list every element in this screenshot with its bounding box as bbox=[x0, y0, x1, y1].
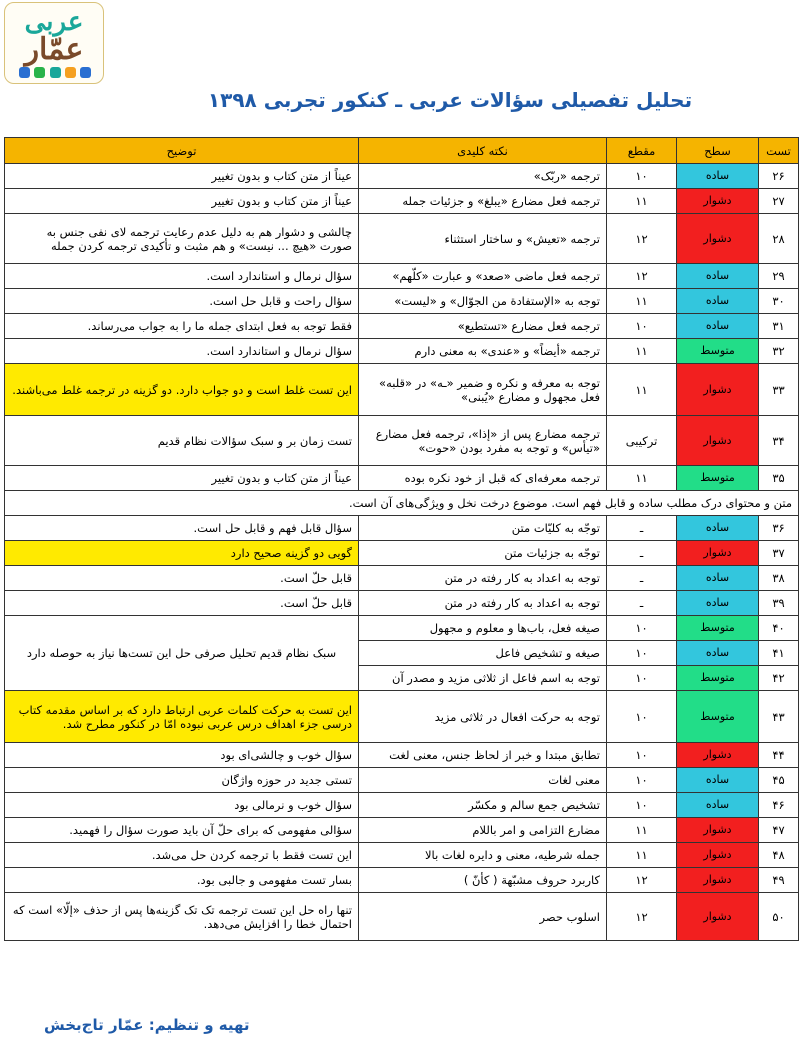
grade-cell: ۱۱ bbox=[607, 289, 677, 314]
keypoint-cell: توجه به حرکت افعال در ثلاثی مزید bbox=[359, 691, 607, 743]
table-row bbox=[5, 843, 799, 868]
description-cell: سؤال خوب و چالشی‌ای بود bbox=[5, 743, 359, 768]
table-row bbox=[5, 416, 799, 466]
footer-credit: تهیه و تنظیم: عمّار تاج‌بخش bbox=[44, 1016, 250, 1034]
table-row bbox=[5, 616, 799, 641]
test-number: ۲۶ bbox=[759, 164, 799, 189]
test-number: ۳۴ bbox=[759, 416, 799, 466]
test-number: ۳۲ bbox=[759, 339, 799, 364]
analysis-table bbox=[4, 137, 799, 941]
table-row bbox=[5, 868, 799, 893]
test-number: ۴۴ bbox=[759, 743, 799, 768]
grade-cell: ۱۱ bbox=[607, 339, 677, 364]
grade-cell: ۱۱ bbox=[607, 189, 677, 214]
table-row bbox=[5, 189, 799, 214]
level-cell: ساده bbox=[677, 566, 759, 591]
level-cell: ساده bbox=[677, 314, 759, 339]
passage-row bbox=[5, 491, 799, 516]
grade-cell: ۱۱ bbox=[607, 818, 677, 843]
description-cell: سؤال قابل فهم و قابل حل است. bbox=[5, 516, 359, 541]
keypoint-cell: معنی لغات bbox=[359, 768, 607, 793]
keypoint-cell: تشخیص جمع سالم و مکسّر bbox=[359, 793, 607, 818]
test-number: ۴۰ bbox=[759, 616, 799, 641]
level-cell: ساده bbox=[677, 641, 759, 666]
test-number: ۳۹ bbox=[759, 591, 799, 616]
grade-cell: ترکیبی bbox=[607, 416, 677, 466]
level-cell: متوسط bbox=[677, 616, 759, 641]
keypoint-cell: ترجمه «تعیش» و ساختار استثناء bbox=[359, 214, 607, 264]
description-cell: سؤالی مفهومی که برای حلّ آن باید صورت سؤال را فهمید. bbox=[5, 818, 359, 843]
test-number: ۴۷ bbox=[759, 818, 799, 843]
keypoint-cell: توجه به معرفه و نکره و ضمیر «ـه» در «قلبه» فعل مجهول و مضارع «یُبنی» bbox=[359, 364, 607, 416]
phone-icon bbox=[19, 67, 30, 78]
description-cell: سبک نظام قدیم تحلیل صرفی حل این تست‌ها نیاز به حوصله دارد bbox=[5, 616, 359, 691]
keypoint-cell: توجه به اعداد به کار رفته در متن bbox=[359, 566, 607, 591]
test-number: ۴۹ bbox=[759, 868, 799, 893]
description-cell: عیناً از متن کتاب و بدون تغییر bbox=[5, 189, 359, 214]
table-row bbox=[5, 893, 799, 941]
table-row bbox=[5, 264, 799, 289]
grade-cell: ۱۱ bbox=[607, 466, 677, 491]
level-cell: متوسط bbox=[677, 666, 759, 691]
level-cell: ساده bbox=[677, 264, 759, 289]
table-row bbox=[5, 339, 799, 364]
description-cell: بسار تست مفهومی و جالبی بود. bbox=[5, 868, 359, 893]
level-cell: دشوار bbox=[677, 843, 759, 868]
monitor-icon bbox=[34, 67, 45, 78]
description-cell: این تست فقط با ترجمه کردن حل می‌شد. bbox=[5, 843, 359, 868]
table-row bbox=[5, 289, 799, 314]
logo-line1: عربی bbox=[24, 7, 84, 37]
grade-cell: ۱۰ bbox=[607, 616, 677, 641]
keypoint-cell: اسلوب حصر bbox=[359, 893, 607, 941]
level-cell: ساده bbox=[677, 289, 759, 314]
test-number: ۴۸ bbox=[759, 843, 799, 868]
description-cell: قابل حلّ است. bbox=[5, 566, 359, 591]
test-number: ۵۰ bbox=[759, 893, 799, 941]
level-cell: متوسط bbox=[677, 691, 759, 743]
test-number: ۲۸ bbox=[759, 214, 799, 264]
test-number: ۳۶ bbox=[759, 516, 799, 541]
book-icon bbox=[65, 67, 76, 78]
level-cell: ساده bbox=[677, 164, 759, 189]
test-number: ۲۹ bbox=[759, 264, 799, 289]
test-number: ۳۷ bbox=[759, 541, 799, 566]
keypoint-cell: مضارع التزامی و امر باللام bbox=[359, 818, 607, 843]
table-row bbox=[5, 364, 799, 416]
grade-cell: ۱۰ bbox=[607, 164, 677, 189]
description-cell: چالشی و دشوار هم به دلیل عدم رعایت ترجمه لای نفی جنس به صورت «هیچ ... نیست» و هم مثبت و تأکیدی ترجمه کردن جمله bbox=[5, 214, 359, 264]
grade-cell: ۱۲ bbox=[607, 868, 677, 893]
grade-cell: ۱۰ bbox=[607, 793, 677, 818]
level-cell: دشوار bbox=[677, 214, 759, 264]
keypoint-cell: صیغه و تشخیص فاعل bbox=[359, 641, 607, 666]
description-cell: تستی جدید در حوزه واژگان bbox=[5, 768, 359, 793]
table-row bbox=[5, 743, 799, 768]
keypoint-cell: ترجمه معرفه‌ای که قبل از خود نکره بوده bbox=[359, 466, 607, 491]
keypoint-cell: ترجمه «ربّک» bbox=[359, 164, 607, 189]
table-row bbox=[5, 314, 799, 339]
grade-cell: ۱۰ bbox=[607, 743, 677, 768]
keypoint-cell: ترجمه فعل مضارع «یبلغ» و جزئیات جمله bbox=[359, 189, 607, 214]
test-number: ۲۷ bbox=[759, 189, 799, 214]
e-icon bbox=[50, 67, 61, 78]
description-cell: سؤال راحت و قابل حل است. bbox=[5, 289, 359, 314]
keypoint-cell: ترجمه «أیضاً» و «عندی» به معنی دارم bbox=[359, 339, 607, 364]
level-cell: دشوار bbox=[677, 893, 759, 941]
grade-cell: ـ bbox=[607, 591, 677, 616]
grade-cell: ۱۰ bbox=[607, 691, 677, 743]
laptop-icon bbox=[80, 67, 91, 78]
table-row bbox=[5, 466, 799, 491]
level-cell: ساده bbox=[677, 516, 759, 541]
grade-cell: ۱۰ bbox=[607, 666, 677, 691]
description-cell: تست زمان بر و سبک سؤالات نظام قدیم bbox=[5, 416, 359, 466]
keypoint-cell: توجّه به جزئیات متن bbox=[359, 541, 607, 566]
level-cell: دشوار bbox=[677, 364, 759, 416]
keypoint-cell: ترجمه مضارع پس از «إذا»، ترجمه فعل مضارع «تیأس» و توجه به مفرد بودن «حوت» bbox=[359, 416, 607, 466]
test-number: ۴۵ bbox=[759, 768, 799, 793]
table-row bbox=[5, 164, 799, 189]
table-row bbox=[5, 691, 799, 743]
keypoint-cell: ترجمه فعل مضارع «تستطیع» bbox=[359, 314, 607, 339]
test-number: ۳۸ bbox=[759, 566, 799, 591]
level-cell: دشوار bbox=[677, 818, 759, 843]
level-cell: دشوار bbox=[677, 189, 759, 214]
description-cell: گویی دو گزینه صحیح دارد bbox=[5, 541, 359, 566]
table-row bbox=[5, 566, 799, 591]
table-header-row bbox=[5, 138, 799, 164]
grade-cell: ۱۱ bbox=[607, 364, 677, 416]
header-keypoint: نکته کلیدی bbox=[359, 138, 607, 164]
grade-cell: ۱۰ bbox=[607, 314, 677, 339]
test-number: ۴۲ bbox=[759, 666, 799, 691]
grade-cell: ۱۰ bbox=[607, 641, 677, 666]
keypoint-cell: کاربرد حروف مشبّهة ( کأنّ ) bbox=[359, 868, 607, 893]
description-cell: سؤال نرمال و استاندارد است. bbox=[5, 264, 359, 289]
table-row bbox=[5, 818, 799, 843]
logo-line2: عمّار bbox=[24, 32, 84, 67]
grade-cell: ۱۲ bbox=[607, 264, 677, 289]
description-cell: عیناً از متن کتاب و بدون تغییر bbox=[5, 466, 359, 491]
table-row bbox=[5, 768, 799, 793]
level-cell: ساده bbox=[677, 591, 759, 616]
level-cell: متوسط bbox=[677, 339, 759, 364]
table-row bbox=[5, 214, 799, 264]
test-number: ۴۳ bbox=[759, 691, 799, 743]
keypoint-cell: توجه به اعداد به کار رفته در متن bbox=[359, 591, 607, 616]
keypoint-cell: توجه به «الإستفادة من الجوّال» و «لیست» bbox=[359, 289, 607, 314]
description-cell: قابل حلّ است. bbox=[5, 591, 359, 616]
level-cell: دشوار bbox=[677, 541, 759, 566]
header-level: سطح bbox=[677, 138, 759, 164]
table-body bbox=[5, 164, 799, 941]
level-cell: دشوار bbox=[677, 743, 759, 768]
grade-cell: ـ bbox=[607, 566, 677, 591]
grade-cell: ۱۱ bbox=[607, 843, 677, 868]
grade-cell: ۱۲ bbox=[607, 214, 677, 264]
description-cell: سؤال نرمال و استاندارد است. bbox=[5, 339, 359, 364]
test-number: ۳۱ bbox=[759, 314, 799, 339]
description-cell: سؤال خوب و نرمالی بود bbox=[5, 793, 359, 818]
test-number: ۳۳ bbox=[759, 364, 799, 416]
grade-cell: ۱۰ bbox=[607, 768, 677, 793]
table-row bbox=[5, 793, 799, 818]
table-row bbox=[5, 516, 799, 541]
logo-icons bbox=[19, 67, 91, 78]
keypoint-cell: صیغه فعل، باب‌ها و معلوم و مجهول bbox=[359, 616, 607, 641]
level-cell: متوسط bbox=[677, 466, 759, 491]
grade-cell: ۱۲ bbox=[607, 893, 677, 941]
description-cell: فقط توجه به فعل ابتدای جمله ما را به جواب می‌رساند. bbox=[5, 314, 359, 339]
header-description: توضیح bbox=[5, 138, 359, 164]
test-number: ۴۱ bbox=[759, 641, 799, 666]
test-number: ۳۰ bbox=[759, 289, 799, 314]
keypoint-cell: ترجمه فعل ماضی «صعد» و عبارت «کلّهم» bbox=[359, 264, 607, 289]
header-test: تست bbox=[759, 138, 799, 164]
grade-cell: ـ bbox=[607, 541, 677, 566]
page-title: تحلیل تفصیلی سؤالات عربی ـ کنکور تجربی ۱۳۹۸ bbox=[207, 88, 693, 112]
keypoint-cell: توجه به اسم فاعل از ثلاثی مزید و مصدر آن bbox=[359, 666, 607, 691]
table-row bbox=[5, 591, 799, 616]
passage-description: متن و محتوای درک مطلب ساده و قابل فهم است. موضوع درخت نخل و ویژگی‌های آن است. bbox=[5, 491, 799, 516]
level-cell: ساده bbox=[677, 793, 759, 818]
logo bbox=[4, 2, 104, 84]
grade-cell: ـ bbox=[607, 516, 677, 541]
description-cell: عیناً از متن کتاب و بدون تغییر bbox=[5, 164, 359, 189]
test-number: ۴۶ bbox=[759, 793, 799, 818]
level-cell: دشوار bbox=[677, 868, 759, 893]
keypoint-cell: توجّه به کلیّات متن bbox=[359, 516, 607, 541]
header-grade: مقطع bbox=[607, 138, 677, 164]
description-cell: تنها راه حل این تست ترجمه تک تک گزینه‌ها پس از حذف «إلّا» است که احتمال خطا را افزایش می‌دهد. bbox=[5, 893, 359, 941]
keypoint-cell: جمله شرطیه، معنی و دایره لغات بالا bbox=[359, 843, 607, 868]
test-number: ۳۵ bbox=[759, 466, 799, 491]
level-cell: دشوار bbox=[677, 416, 759, 466]
description-cell: این تست غلط است و دو جواب دارد. دو گزینه در ترجمه غلط می‌باشند. bbox=[5, 364, 359, 416]
table-row bbox=[5, 541, 799, 566]
level-cell: ساده bbox=[677, 768, 759, 793]
keypoint-cell: تطابق مبتدا و خبر از لحاظ جنس، معنی لغت bbox=[359, 743, 607, 768]
description-cell: این تست به حرکت کلمات عربی ارتباط دارد که بر اساس مقدمه کتاب درسی جزء اهداف درس عربی نبوده امّا در کنکور مطرح شد. bbox=[5, 691, 359, 743]
